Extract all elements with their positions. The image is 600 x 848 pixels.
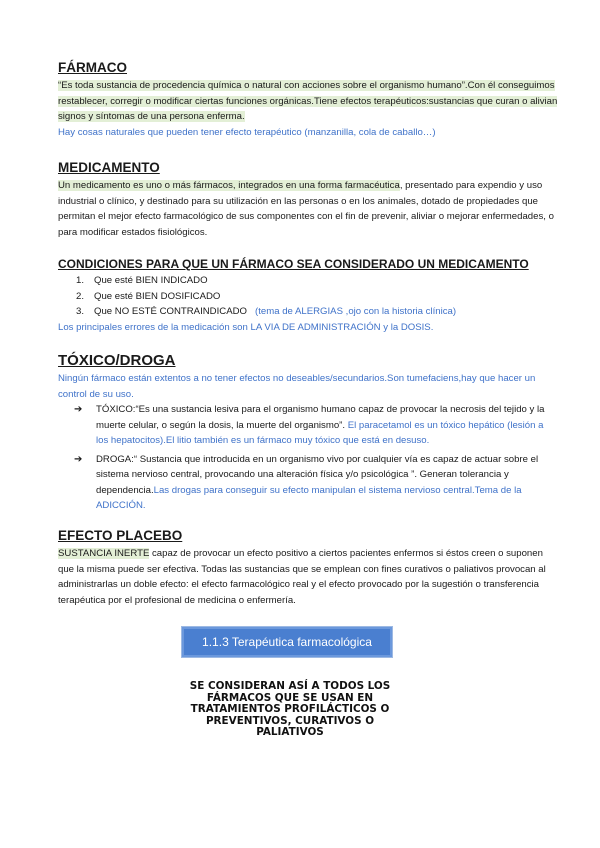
- medicamento-definition: [58, 178, 558, 240]
- farmaco-definition-text: “Es toda sustancia de procedencia química o natural con acciones sobre el organismo humano”.Con él conseguimos restablecer, corregir o modificar ciertas funciones orgánicas.Tiene efectos terapéuticos:sustancias que curan o alivian signos y síntomas de una persona enferma.: [58, 80, 558, 123]
- list-number: 1.: [76, 275, 85, 286]
- condiciones-list: [58, 273, 558, 320]
- section-banner: 1.1.3 Terapéutica farmacológica: [181, 626, 393, 658]
- list-item: [58, 289, 558, 305]
- list-item-text: Que esté BIEN DOSIFICADO: [94, 290, 221, 302]
- list-number: 2.: [76, 290, 85, 302]
- condiciones-footer: Los principales errores de la medicación son LA VIA DE ADMINISTRACIÓN y la DOSIS.: [58, 322, 434, 333]
- placebo-highlight: SUSTANCIA INERTE: [58, 548, 150, 559]
- section-title-placebo: EFECTO PLACEBO: [58, 528, 183, 543]
- arrow-right-icon: ➔: [74, 453, 83, 465]
- section-title-medicamento: MEDICAMENTO: [58, 160, 160, 175]
- placebo-definition: [58, 546, 558, 608]
- farmaco-definition: [58, 78, 558, 125]
- list-item-note: El paracetamol es un tóxico hepático (lesión a los hepatocitos).El litio también es un fármaco muy tóxico que está en desuso.: [96, 419, 544, 446]
- medicamento-highlight: Un medicamento es uno o más fármacos, integrados en una forma farmacéutica: [58, 180, 400, 191]
- list-item-text: TÓXICO:“Es una sustancia lesiva para el organismo humano capaz de provocar la necrosis del tejido y la muerte celular, o según la dosis, la muerte del organismo”.: [96, 404, 545, 431]
- placebo-text: capaz de provocar un efecto positivo a ciertos pacientes enfermos si éstos creen o suponen que la misma puede ser efectiva. Todas las sustancias que se emplean con fines curativos o paliativos provocan al administrarlas un doble efecto: el efecto farmacológico real y el efecto provocado por la sugestión o transferencia terapéutica por el profesional de medicina o enfermería.: [58, 548, 546, 606]
- list-item: [58, 402, 558, 449]
- section-title-toxico: TÓXICO/DROGA: [58, 352, 176, 369]
- caption-text: SE CONSIDERAN ASÍ A TODOS LOS FÁRMACOS QUE SE USAN EN TRATAMIENTOS PROFILÁCTICOS O PREVENTIVOS, CURATIVOS O PALIATIVOS: [189, 680, 391, 738]
- list-item-text: Que NO ESTÉ CONTRAINDICADO: [94, 306, 247, 317]
- section-title-farmaco: FÁRMACO: [58, 60, 127, 75]
- arrow-right-icon: ➔: [74, 404, 83, 415]
- section-title-condiciones: CONDICIONES PARA QUE UN FÁRMACO SEA CONSIDERADO UN MEDICAMENTO: [58, 257, 529, 271]
- list-item: [58, 452, 558, 514]
- list-number: 3.: [76, 306, 85, 317]
- list-item: [58, 273, 558, 289]
- list-item-note: (tema de ALERGIAS ,ojo con la historia clínica): [255, 306, 457, 317]
- medicamento-rest: , presentado para expendio y uso industrial o clínico, y destinado para su utilización en las personas o en los animales, dotado de propiedades que permitan el mejor efecto farmacológico de sus componentes con el fin de prevenir, aliviar o mejorar enfermedades, o para modificar estados fisiológicos.: [58, 180, 554, 238]
- toxico-list: [58, 402, 558, 514]
- list-item: [58, 304, 558, 320]
- toxico-intro: Ningún fármaco están extentos a no tener efectos no deseables/secundarios.Son tumefaciens,hay que hacer un control de su uso.: [58, 373, 536, 400]
- list-item-note: Las drogas para conseguir su efecto manipulan el sistema nervioso central.Tema de la ADICCIÓN.: [96, 484, 522, 511]
- farmaco-note: Hay cosas naturales que pueden tener efecto terapéutico (manzanilla, cola de caballo…): [58, 127, 436, 138]
- list-item-text: DROGA:“ Sustancia que introducida en un organismo vivo por cualquier vía es capaz de actuar sobre el sistema nervioso central, provocando una alteración física y/o psicológica ”. Generan tolerancia y dependencia.: [96, 453, 539, 496]
- list-item-text: Que esté BIEN INDICADO: [94, 275, 208, 286]
